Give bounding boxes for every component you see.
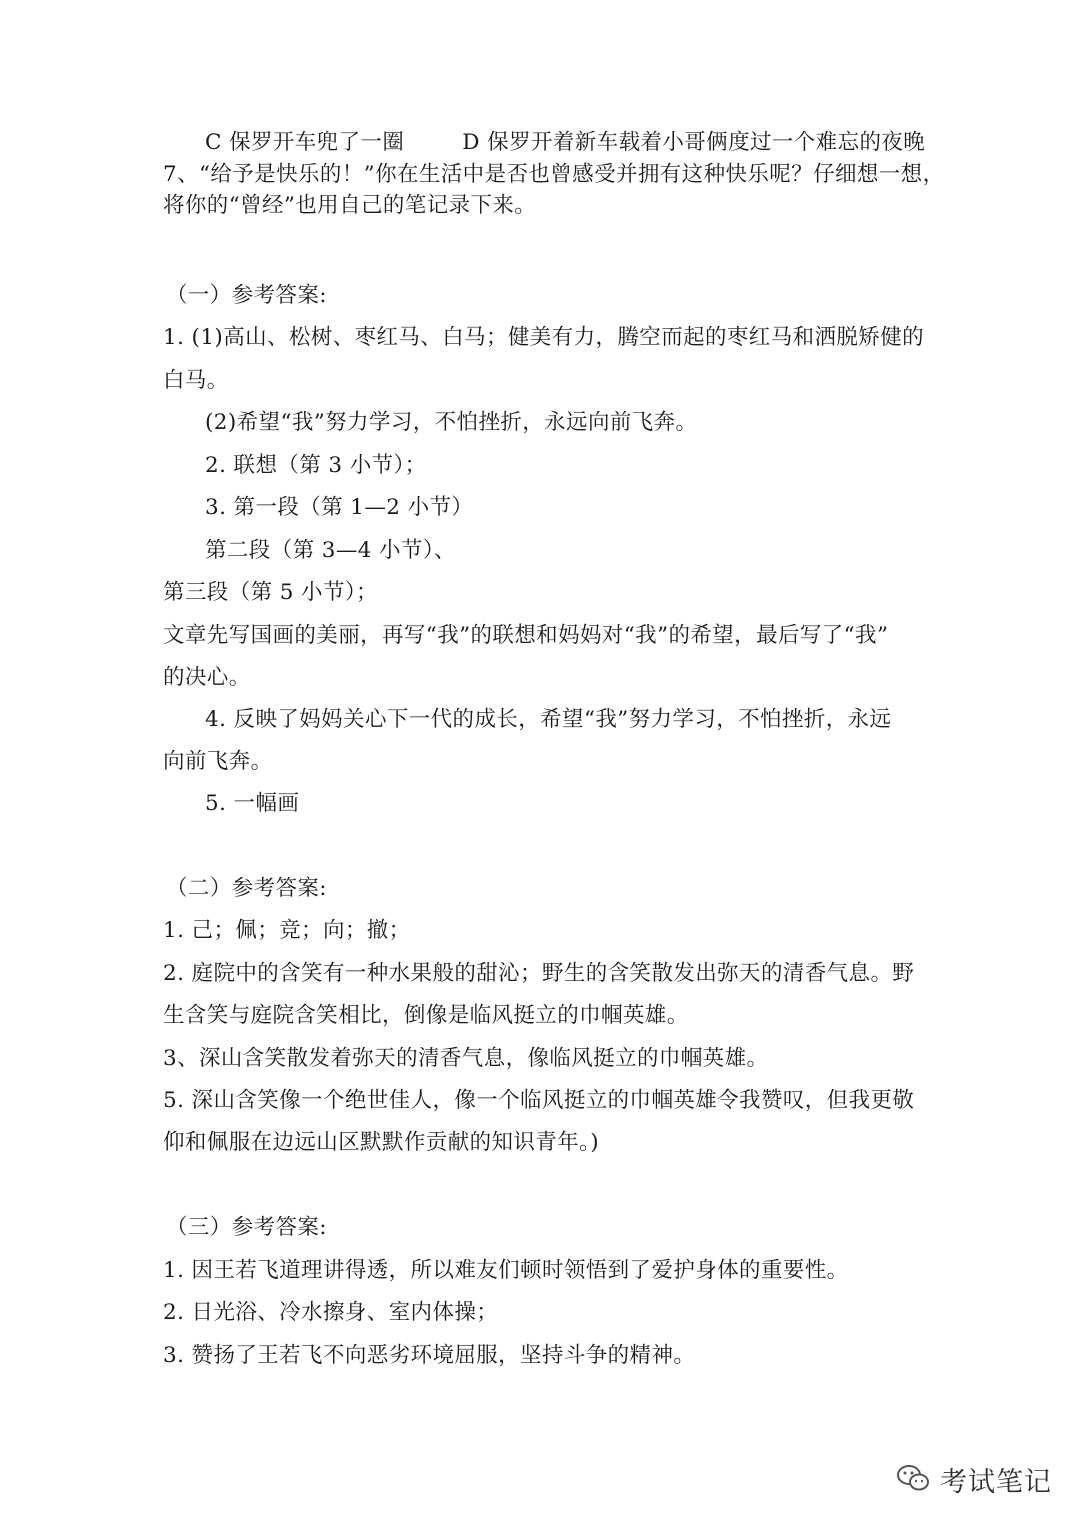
answer-line: 5. 深山含笑像一个绝世佳人，像一个临风挺立的巾帼英雄令我赞叹，但我更敬 [163, 1088, 915, 1113]
wechat-icon [896, 1463, 930, 1497]
section-1-header: （一）参考答案: [166, 283, 327, 308]
answer-line: 5. 一幅画 [205, 791, 300, 816]
answer-line: 3. 赞扬了王若飞不向恶劣环境屈服，坚持斗争的精神。 [163, 1343, 696, 1368]
answer-line: 白马。 [163, 368, 229, 393]
answer-line: 第二段（第 3—4 小节）、 [205, 538, 456, 563]
answer-line: 1. 因王若飞道理讲得透，所以难友们顿时领悟到了爱护身体的重要性。 [163, 1258, 849, 1283]
answer-line: 第三段（第 5 小节）； [163, 580, 378, 605]
option-line [205, 128, 925, 158]
answer-line: 仰和佩服在边远山区默默作贡献的知识青年。) [163, 1130, 600, 1155]
answer-line: 向前飞奔。 [163, 749, 273, 774]
option-c: C 保罗开车兜了一圈 [205, 130, 405, 155]
section-3-header: （三）参考答案: [166, 1215, 327, 1240]
answer-line: 4. 反映了妈妈关心下一代的成长，希望“我”努力学习，不怕挫折，永远 [205, 707, 892, 732]
answer-line: 的决心。 [163, 665, 251, 690]
question-7-line-2: 将你的“曾经”也用自己的笔记录下来。 [163, 193, 537, 218]
section-2-header: （二）参考答案: [166, 876, 327, 901]
answer-line: 文章先写国画的美丽，再写“我”的联想和妈妈对“我”的希望，最后写了“我” [163, 623, 889, 648]
question-7-line-1: 7、“给予是快乐的！”你在生活中是否也曾感受并拥有这种快乐呢？仔细想一想， [163, 162, 945, 187]
answer-line: 2. 庭院中的含笑有一种水果般的甜沁；野生的含笑散发出弥天的清香气息。野 [163, 961, 915, 986]
answer-line: 3、深山含笑散发着弥天的清香气息，像临风挺立的巾帼英雄。 [163, 1046, 769, 1071]
watermark-text: 考试笔记 [940, 1467, 1052, 1498]
answer-line: 2. 日光浴、冷水擦身、室内体操； [163, 1300, 499, 1325]
answer-line: 2. 联想（第 3 小节）； [205, 453, 427, 478]
answer-line: 1. 己；佩；竞；向；撤； [163, 918, 411, 943]
answer-line: 生含笑与庭院含笑相比，倒像是临风挺立的巾帼英雄。 [163, 1003, 689, 1028]
option-d: D 保罗开着新车载着小哥俩度过一个难忘的夜晚 [462, 130, 926, 155]
answer-line: 1. (1)高山、松树、枣红马、白马；健美有力，腾空而起的枣红马和洒脱矫健的 [163, 325, 925, 350]
watermark [896, 1460, 1052, 1499]
answer-line: 3. 第一段（第 1—2 小节） [205, 495, 474, 520]
answer-line: (2)希望“我”努力学习，不怕挫折，永远向前飞奔。 [205, 410, 698, 435]
